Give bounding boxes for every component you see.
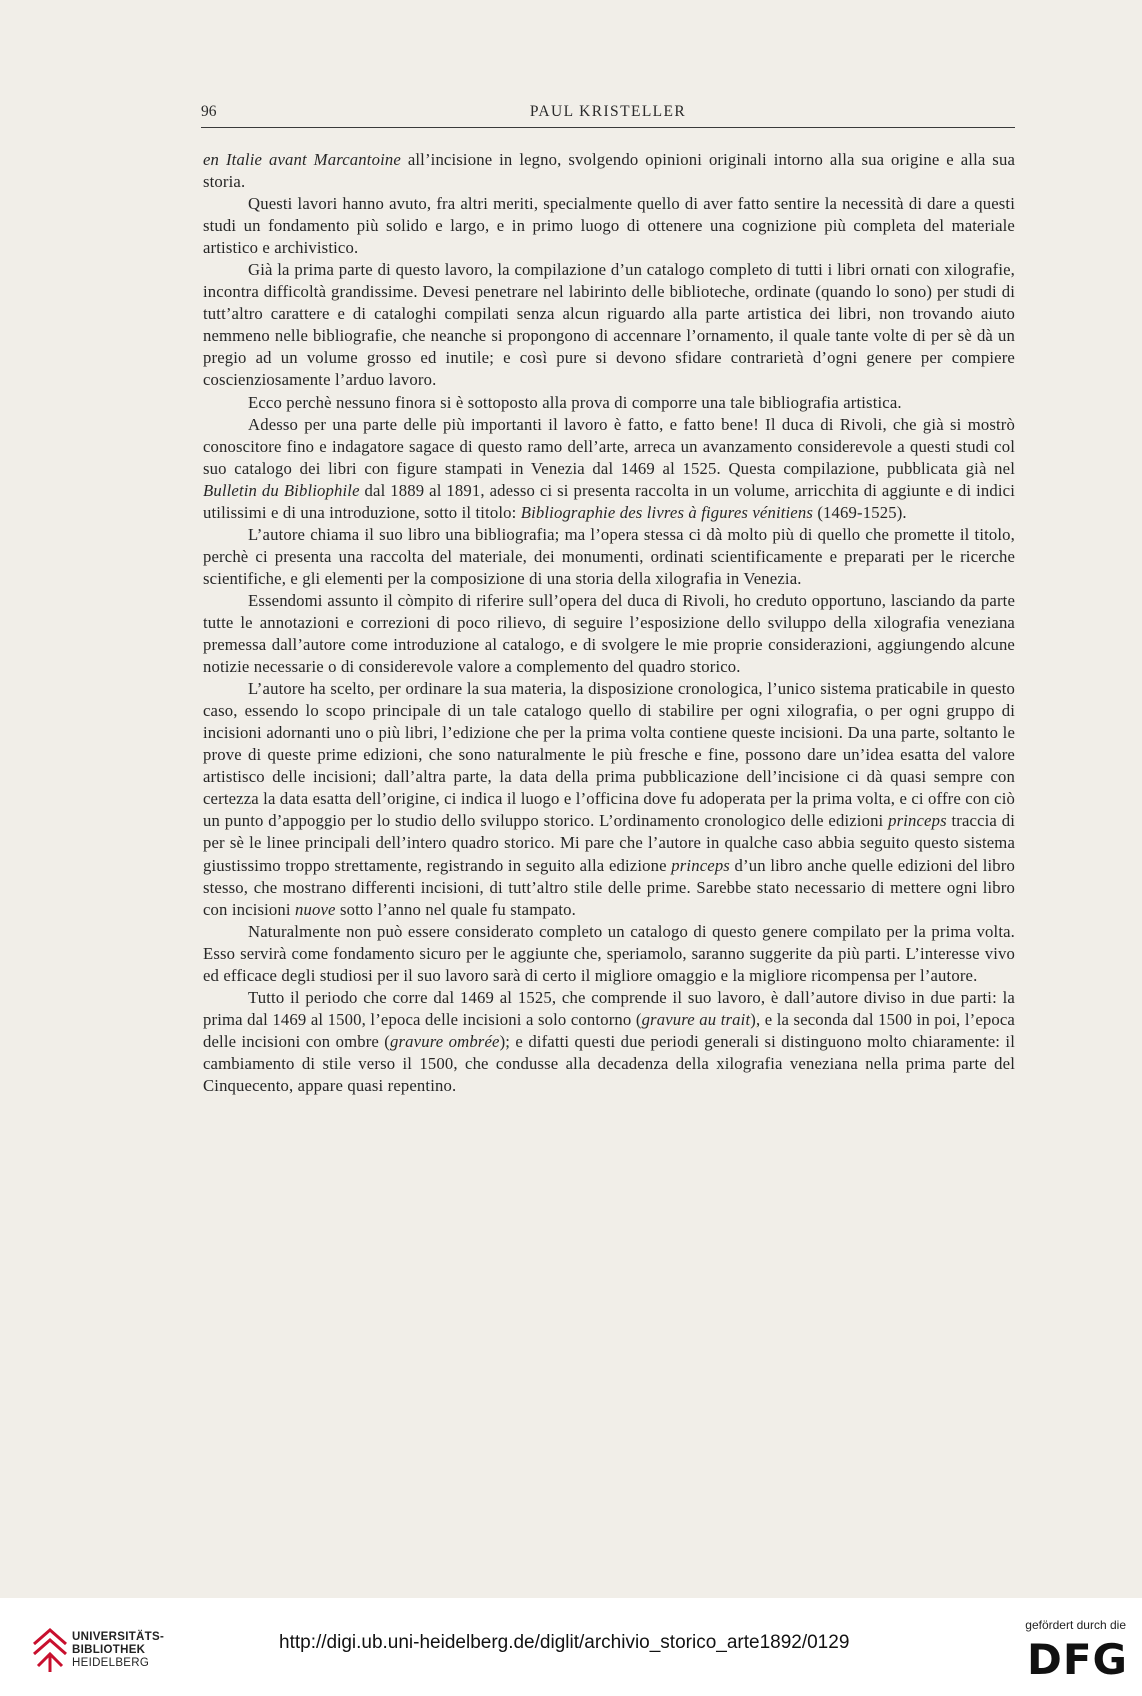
footer-bar xyxy=(0,1598,1142,1696)
paragraph xyxy=(203,193,1015,259)
paragraph xyxy=(203,414,1015,524)
text-run: Naturalmente non può essere considerato completo un catalogo di questo genere compilato per la prima volta. Esso servirà come fondamento sicuro per le aggiunte che, speriamolo, saranno suggerite da più parti. L’interesse vivo ed efficace degli studiosi per il suo lavoro sarà di certo il migliore omaggio e la migliore ricompensa per l’autore. xyxy=(203,921,1015,985)
library-name-line: BIBLIOTHEK xyxy=(72,1644,146,1656)
italic-text: princeps xyxy=(888,811,947,831)
text-run: Adesso per una parte delle più importanti il lavoro è fatto, e fatto bene! Il duca di Rivoli, che già si mostrò conoscitore fino e indagatore sagace di questo ramo dell’arte, arreca un avanzamento considerevole a questi studi col suo catalogo dei libri con figure stampati in Venezia dal 1469 al 1525. Questa compilazione, pubblicata già nel xyxy=(203,414,1015,478)
italic-text: Bulletin du Bibliophile xyxy=(203,480,360,500)
paragraph xyxy=(203,392,1015,414)
text-run: sotto l’anno nel quale fu stampato. xyxy=(335,899,576,919)
header-author: PAUL KRISTELLER xyxy=(529,103,687,120)
text-run: (1469-1525). xyxy=(813,502,907,522)
paragraph xyxy=(203,259,1015,391)
italic-text: gravure au trait xyxy=(641,1009,751,1029)
text-run: Questi lavori hanno avuto, fra altri meriti, specialmente quello di aver fatto sentire la necessità di dare a questi studi un fondamento più solido e largo, e in primo luogo di ottenere una cognizione più completa del materiale artistico e archivistico. xyxy=(203,194,1015,258)
text-run: Tutto il periodo che corre dal 1469 al 1525, che comprende il suo lavoro, è dall’autore diviso in due parti: la prima dal 1469 al 1500, l’epoca delle incisioni a solo contorno ( xyxy=(203,987,1015,1029)
paragraph xyxy=(203,921,1015,987)
text-run: Ecco perchè nessuno finora si è sottoposto alla prova di comporre una tale bibliografia artistica. xyxy=(248,392,902,412)
text-run: ); e difatti questi due periodi generali si distinguono molto chiaramente: il cambiamento di stile verso il 1500, che condusse alla decadenza della xilografia veneziana nella prima parte del Cinquecento, appare quasi repentino. xyxy=(203,1031,1015,1095)
body-text xyxy=(203,149,1015,1097)
text-run: d’un libro anche quelle edizioni del libro stesso, che mostrano differenti incisioni, di tutt’altro stile delle prime. Sarebbe stato necessario di mettere ogni libro con incisioni xyxy=(203,855,1015,919)
dfg-logo: DFG xyxy=(1026,1635,1128,1684)
text-run: Già la prima parte di questo lavoro, la compilazione d’un catalogo completo di tutti i libri ornati con xilografie, incontra difficoltà grandissime. Devesi penetrare nel labirinto delle biblioteche, ordinate (quando lo sono) per studi di tutt’altro carattere e di cataloghi compilati senza alcun riguardo alla parte artistica dei libri, non trovando aiuto nemmeno nelle bibliografie, che neanche si propongono di accennare l’ornamento, il quale tante volte di per sè dà un pregio ad un volume grosso ed inutile; e così pure si devono sfidare contrarietà d’ogni genere per compiere coscienziosamente l’arduo lavoro. xyxy=(203,260,1015,390)
paragraph xyxy=(203,678,1015,921)
text-run: L’autore chiama il suo libro una bibliografia; ma l’opera stessa ci dà molto più di quello che promette il titolo, perchè ci presenta una raccolta del materiale, dei monumenti, ordinati scientificamente e preparati per le ricerche scientifiche, e gli elementi per la composizione di una storia della xilografia in Venezia. xyxy=(203,524,1015,588)
italic-text: nuove xyxy=(295,899,336,919)
italic-text: en Italie avant Marcantoine xyxy=(203,150,401,169)
italic-text: Bibliographie des livres à figures vénitiens xyxy=(520,502,814,522)
text-run: Essendomi assunto il còmpito di riferire sull’opera del duca di Rivoli, ho creduto opportuno, lasciando da parte tutte le annotazioni e correzioni di poco rilievo, di seguire l’esposizione dello sviluppo della xilografia veneziana premessa dall’autore come introduzione al catalogo, e di svolgere le mie proprie considerazioni, aggiungendo alcune notizie necessarie o di considerevole valore a complemento del quadro storico. xyxy=(203,590,1015,677)
library-logo-icon xyxy=(28,1626,72,1674)
text-run: L’autore ha scelto, per ordinare la sua materia, la disposizione cronologica, l’unico sistema praticabile in questo caso, essendo lo scopo principale di un tale catalogo quello di stabilire per ogni xilografia, o per ogni gruppo di incisioni adornanti uno o più libri, l’edizione che per la prima volta contiene queste incisioni. Da una parte, soltanto le prove di queste prime edizioni, che sono naturalmente le più fresche e fine, possono dare un’idea esatta del valore artistisco delle incisioni; dall’altra parte, la data della prima pubblicazione dell’incisione ci dà quasi sempre con certezza la data esatta dell’origine, ci indica il luogo e l’officina dove fu adoperata per la prima volta, e ci offre con ciò un punto d’appoggio per lo studio dello sviluppo storico. L’ordinamento cronologico delle edizioni xyxy=(203,679,1015,831)
text-run: dal 1889 al 1891, adesso ci si presenta raccolta in un volume, arricchita di aggiunte e di indici utilissimi e di una introduzione, sotto il titolo: xyxy=(203,480,1015,522)
text-run: all’incisione in legno, svolgendo opinioni originali intorno alla sua origine e alla sua storia. xyxy=(203,150,1016,192)
funder-note: gefördert durch die xyxy=(1025,1618,1126,1632)
library-name-line: HEIDELBERG xyxy=(72,1657,150,1669)
italic-text: princeps xyxy=(671,855,730,875)
paragraph xyxy=(203,524,1015,590)
paragraph xyxy=(203,149,1015,193)
text-run: traccia di per sè le linee principali dell’intero quadro storico. Mi pare che l’autore in qualche caso abbia seguito questo sistema giustissimo troppo strettamente, registrando in seguito alla edizione xyxy=(203,811,1015,875)
document-url-link[interactable]: http://digi.ub.uni-heidelberg.de/diglit/archivio_storico_arte1892/0129 xyxy=(279,1632,850,1653)
italic-text: gravure ombrée xyxy=(390,1031,500,1051)
page-number: 96 xyxy=(201,103,217,120)
paragraph xyxy=(203,987,1015,1097)
paragraph xyxy=(203,590,1015,678)
running-head xyxy=(201,103,1015,128)
library-name xyxy=(72,1631,164,1670)
text-run: ), e la seconda dal 1500 in poi, l’epoca delle incisioni con ombre ( xyxy=(203,1009,1015,1051)
library-name-line: UNIVERSITÄTS- xyxy=(72,1631,165,1643)
